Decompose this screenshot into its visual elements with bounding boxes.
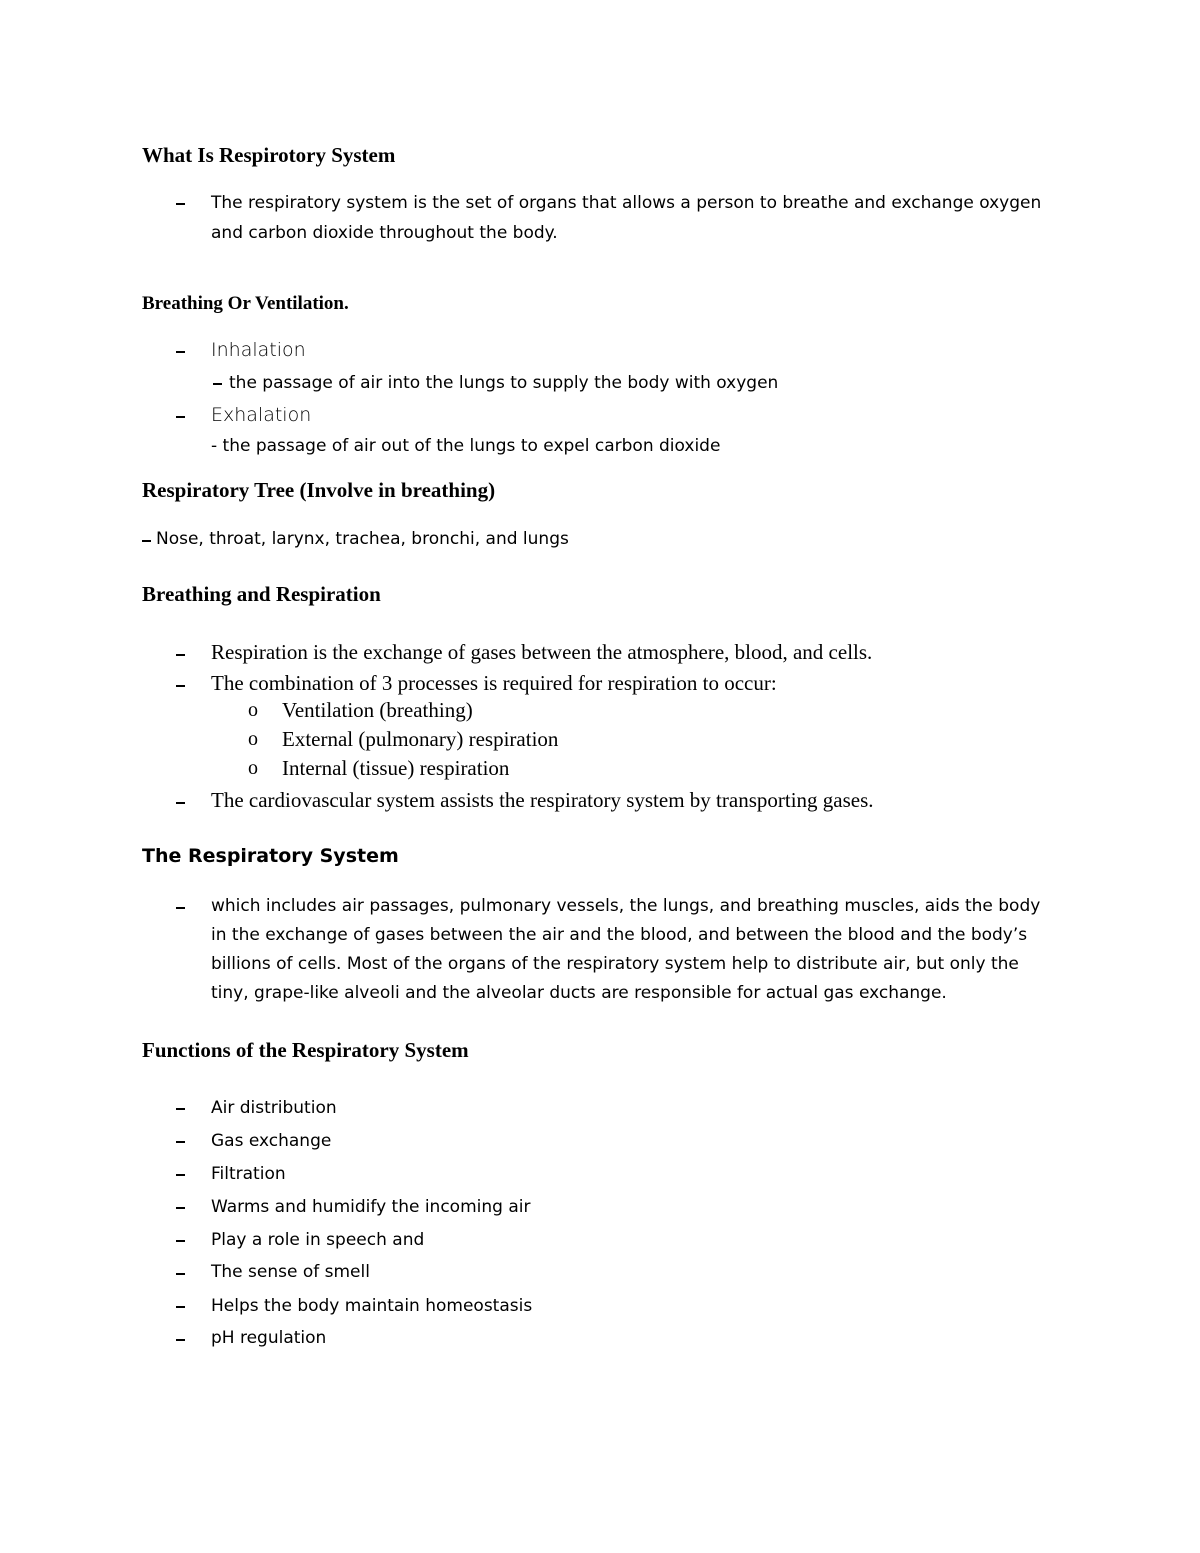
dash-bullet <box>176 1306 185 1308</box>
heading-what-is-respiratory-system: What Is Respirotory System <box>142 143 396 167</box>
circle-bullet: o <box>248 757 258 779</box>
paragraph-line: and carbon dioxide throughout the body. <box>211 223 558 243</box>
dash-bullet <box>176 1273 185 1275</box>
list-subitem: the passage of air into the lungs to supply the body with oxygen <box>229 373 779 393</box>
list-subitem: - the passage of air out of the lungs to expel carbon dioxide <box>211 436 721 456</box>
list-item: Respiration is the exchange of gases between the atmosphere, blood, and cells. <box>211 640 873 664</box>
paragraph-line: in the exchange of gases between the air and the blood, and between the blood and the body’s <box>211 925 1028 945</box>
list-item: Filtration <box>211 1164 286 1184</box>
list-item-exhalation: Exhalation <box>211 404 312 426</box>
dash-bullet <box>176 907 185 909</box>
dash-bullet <box>176 685 185 687</box>
paragraph-line: tiny, grape-like alveoli and the alveolar ducts are responsible for actual gas exchange. <box>211 983 947 1003</box>
list-item: Helps the body maintain homeostasis <box>211 1296 533 1316</box>
heading-respiratory-tree: Respiratory Tree (Involve in breathing) <box>142 478 496 502</box>
list-item: Play a role in speech and <box>211 1230 425 1250</box>
list-item-inhalation: Inhalation <box>211 339 306 361</box>
dash-bullet <box>176 654 185 656</box>
circle-bullet: o <box>248 728 258 750</box>
list-subitem: Internal (tissue) respiration <box>282 756 510 780</box>
dash-bullet <box>176 351 185 353</box>
list-subitem: External (pulmonary) respiration <box>282 727 559 751</box>
heading-functions-of-respiratory-system: Functions of the Respiratory System <box>142 1038 469 1062</box>
list-item: Nose, throat, larynx, trachea, bronchi, and lungs <box>156 529 569 549</box>
list-item: The combination of 3 processes is required for respiration to occur: <box>211 671 777 695</box>
dash-bullet <box>176 1339 185 1341</box>
dash-bullet <box>213 383 222 385</box>
dash-bullet <box>176 802 185 804</box>
list-item: Air distribution <box>211 1098 337 1118</box>
heading-the-respiratory-system: The Respiratory System <box>142 845 399 867</box>
list-subitem: Ventilation (breathing) <box>282 698 473 722</box>
paragraph-line: which includes air passages, pulmonary vessels, the lungs, and breathing muscles, aids the body <box>211 896 1041 916</box>
paragraph-line: The respiratory system is the set of organs that allows a person to breathe and exchange oxygen <box>211 193 1042 213</box>
heading-breathing-or-ventilation: Breathing Or Ventilation. <box>142 293 349 314</box>
dash-bullet <box>176 1207 185 1209</box>
paragraph-line: billions of cells. Most of the organs of the respiratory system help to distribute air, but only the <box>211 954 1019 974</box>
dash-bullet <box>176 1141 185 1143</box>
dash-bullet <box>176 1240 185 1242</box>
dash-bullet <box>176 416 185 418</box>
list-item: Warms and humidify the incoming air <box>211 1197 531 1217</box>
dash-bullet <box>176 1174 185 1176</box>
list-item: Gas exchange <box>211 1131 332 1151</box>
dash-bullet <box>176 1108 185 1110</box>
heading-breathing-and-respiration: Breathing and Respiration <box>142 582 381 606</box>
circle-bullet: o <box>248 699 258 721</box>
list-item: pH regulation <box>211 1328 327 1348</box>
dash-bullet <box>176 203 185 205</box>
list-item: The cardiovascular system assists the respiratory system by transporting gases. <box>211 788 874 812</box>
dash-bullet <box>142 540 151 542</box>
list-item: The sense of smell <box>211 1262 370 1282</box>
